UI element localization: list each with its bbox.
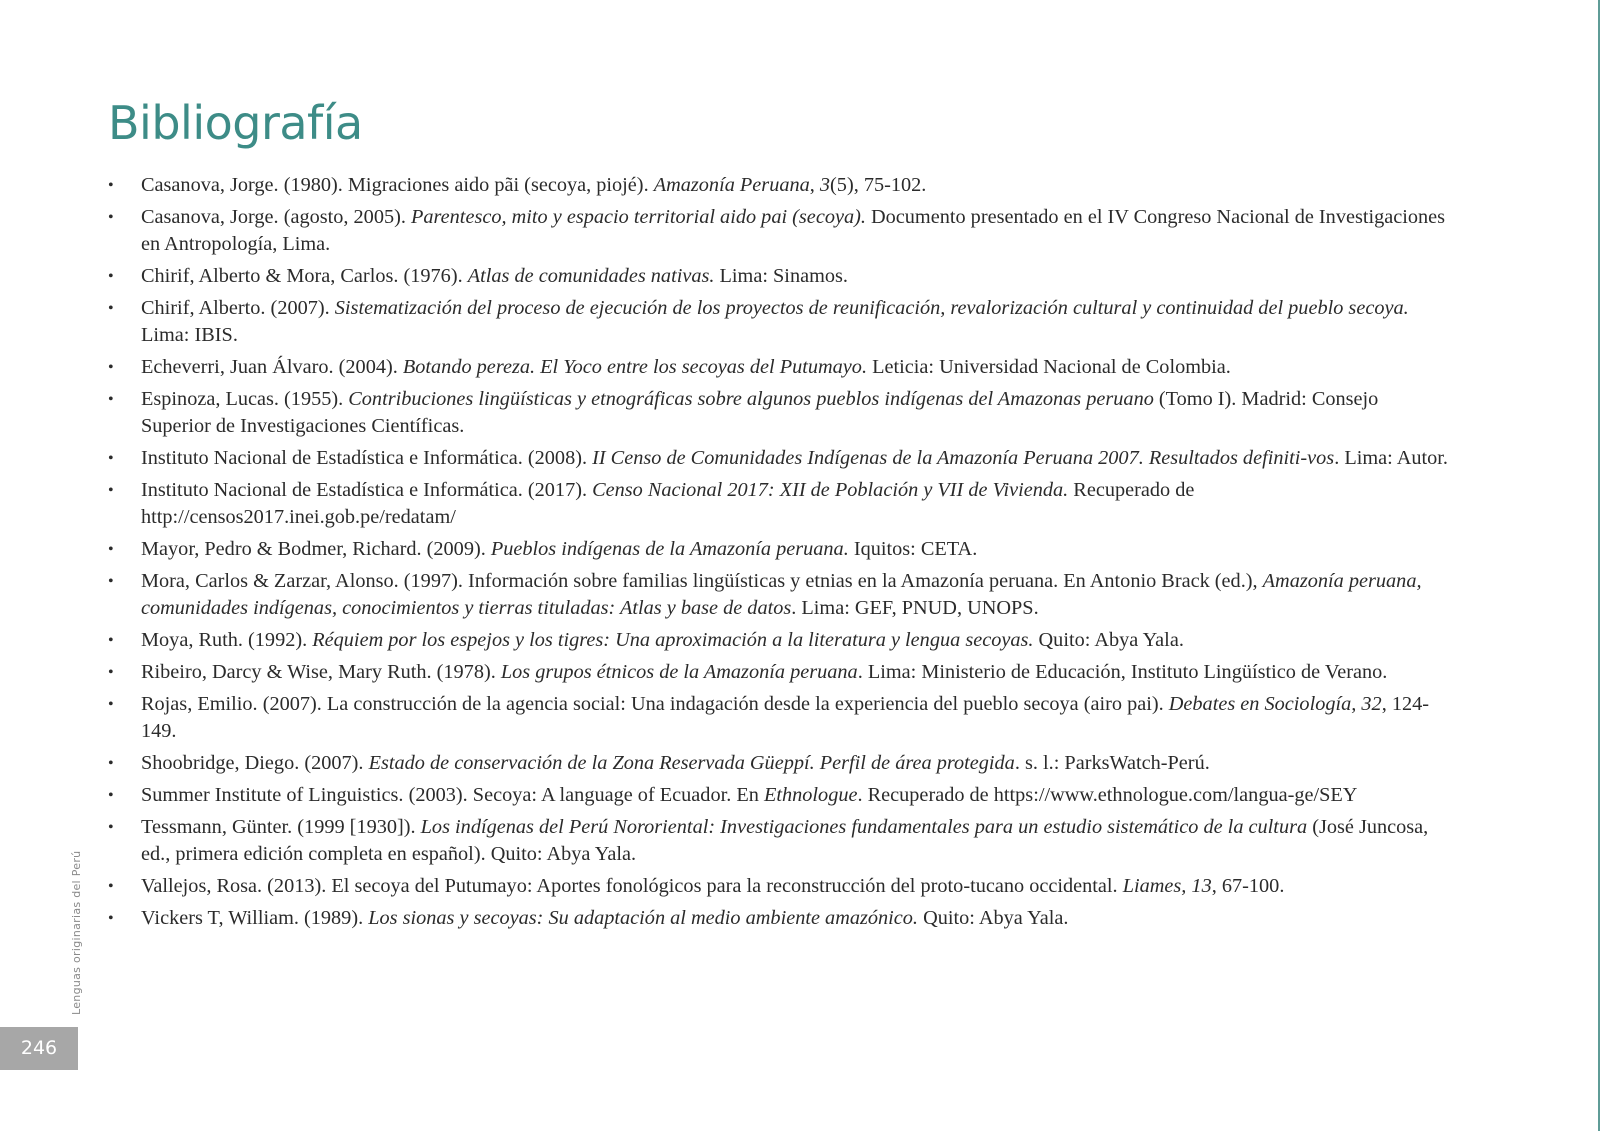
- entry-title: Estado de conservación de la Zona Reservada Güeppí. Perfil de área protegida: [368, 752, 1015, 774]
- bullet-icon: •: [108, 177, 114, 194]
- bullet-icon: •: [108, 541, 114, 558]
- entry-rest: (José Juncosa, ed., primera edición completa en español). Quito: Abya Yala.: [141, 816, 1429, 865]
- page-title: Bibliografía: [108, 96, 363, 150]
- bibliography-entry: [108, 873, 1448, 900]
- bullet-icon: •: [108, 268, 114, 285]
- entry-text: Summer Institute of Linguistics. (2003). Secoya: A language of Ecuador. En: [141, 784, 764, 806]
- entry-text: Espinoza, Lucas. (1955).: [141, 388, 349, 410]
- entry-title: Botando pereza. El Yoco entre los secoyas del Putumayo.: [402, 356, 868, 378]
- bullet-icon: •: [108, 359, 114, 376]
- entry-text: Casanova, Jorge. (agosto, 2005).: [141, 206, 411, 228]
- bullet-icon: •: [108, 391, 114, 408]
- entry-text: Instituto Nacional de Estadística e Informática. (2017).: [141, 479, 593, 501]
- entry-rest: Documento presentado en el IV Congreso Nacional de Investigaciones en Antropología, Lima.: [141, 206, 1446, 255]
- bullet-icon: •: [108, 696, 114, 713]
- entry-title: Los sionas y secoyas: Su adaptación al medio ambiente amazónico.: [368, 907, 919, 929]
- entry-rest: , 67-100.: [1211, 875, 1285, 897]
- entry-volume: 3: [819, 174, 831, 196]
- bibliography-entry: [108, 627, 1448, 654]
- page-number: 246: [0, 1027, 78, 1070]
- entry-rest: . s. l.: ParksWatch-Perú.: [1014, 752, 1210, 774]
- entry-title: Sistematización del proceso de ejecución de los proyectos de reunificación, revalorización cultural y continuidad del pueblo secoya.: [334, 297, 1409, 319]
- entry-text: Casanova, Jorge. (1980). Migraciones aido pãi (secoya, piojé).: [141, 174, 654, 196]
- entry-text: Vallejos, Rosa. (2013). El secoya del Putumayo: Aportes fonológicos para la reconstrucción del proto-tucano occidental.: [141, 875, 1123, 897]
- bibliography-entry: [108, 536, 1448, 563]
- entry-text: Instituto Nacional de Estadística e Informática. (2008).: [141, 447, 593, 469]
- entry-after: (5), 75-102.: [830, 174, 927, 196]
- bibliography-entry: [108, 263, 1448, 290]
- entry-rest: Iquitos: CETA.: [848, 538, 978, 560]
- bullet-icon: •: [108, 300, 114, 317]
- bullet-icon: •: [108, 573, 114, 590]
- bibliography-entry: [108, 782, 1448, 809]
- bibliography-entry: [108, 691, 1448, 745]
- entry-title: Parentesco, mito y espacio territorial aido pai (secoya).: [411, 206, 866, 228]
- entry-text: Shoobridge, Diego. (2007).: [141, 752, 369, 774]
- entry-title: Los grupos étnicos de la Amazonía peruana: [500, 661, 858, 683]
- entry-rest: . Lima: Autor.: [1334, 447, 1448, 469]
- entry-title: Liames, 13: [1122, 875, 1212, 897]
- bibliography-entry: [108, 172, 1448, 199]
- bibliography-entry: [108, 477, 1448, 531]
- entry-title: Pueblos indígenas de la Amazonía peruana.: [490, 538, 849, 560]
- entry-title: Amazonía Peruana: [653, 174, 810, 196]
- entry-rest: . Recuperado de https://www.ethnologue.com/langua-ge/SEY: [857, 784, 1358, 806]
- bullet-icon: •: [108, 787, 114, 804]
- entry-rest: Quito: Abya Yala.: [918, 907, 1069, 929]
- entry-title: Atlas de comunidades nativas.: [467, 265, 715, 287]
- entry-rest: . Lima: GEF, PNUD, UNOPS.: [791, 597, 1039, 619]
- entry-title: Réquiem por los espejos y los tigres: Una aproximación a la literatura y lengua secoyas.: [312, 629, 1034, 651]
- entry-text: Tessmann, Günter. (1999 [1930]).: [141, 816, 421, 838]
- entry-text: Chirif, Alberto & Mora, Carlos. (1976).: [141, 265, 468, 287]
- entry-rest: Recuperado de http://censos2017.inei.gob.pe/redatam/: [141, 479, 1195, 528]
- bibliography-entry: [108, 386, 1448, 440]
- entry-rest: Lima: Sinamos.: [714, 265, 848, 287]
- entry-rest: ,: [809, 174, 820, 196]
- entry-title: Los indígenas del Perú Nororiental: Investigaciones fundamentales para un estudio sistemático de la cultura: [420, 816, 1308, 838]
- entry-rest: Quito: Abya Yala.: [1033, 629, 1184, 651]
- bibliography-entry: [108, 905, 1448, 932]
- bibliography-entry: [108, 354, 1448, 381]
- bibliography-entry: [108, 814, 1448, 868]
- bullet-icon: •: [108, 755, 114, 772]
- entry-text: Ribeiro, Darcy & Wise, Mary Ruth. (1978).: [141, 661, 501, 683]
- entry-title: Contribuciones lingüísticas y etnográficas sobre algunos pueblos indígenas del Amazonas peruano: [348, 388, 1154, 410]
- entry-title: Ethnologue: [763, 784, 858, 806]
- entry-text: Mayor, Pedro & Bodmer, Richard. (2009).: [141, 538, 491, 560]
- entry-title: Amazonía peruana, comunidades indígenas, conocimientos y tierras tituladas: Atlas y base de datos: [141, 570, 1422, 619]
- side-label: Lenguas originarias del Perú: [70, 850, 83, 1015]
- bibliography-entry: [108, 659, 1448, 686]
- entry-text: Chirif, Alberto. (2007).: [141, 297, 335, 319]
- entry-text: Vickers T, William. (1989).: [141, 907, 369, 929]
- bullet-icon: •: [108, 910, 114, 927]
- entry-text: Echeverri, Juan Álvaro. (2004).: [141, 356, 403, 378]
- entry-rest: Lima: IBIS.: [141, 324, 238, 346]
- bibliography-entry: [108, 750, 1448, 777]
- bibliography-entry: [108, 445, 1448, 472]
- entry-rest: . Lima: Ministerio de Educación, Instituto Lingüístico de Verano.: [857, 661, 1388, 683]
- bullet-icon: •: [108, 878, 114, 895]
- bibliography-entry: [108, 295, 1448, 349]
- entry-rest: , 124-149.: [141, 693, 1430, 742]
- entry-title: Censo Nacional 2017: XII de Población y VII de Vivienda.: [592, 479, 1069, 501]
- bullet-icon: •: [108, 664, 114, 681]
- bullet-icon: •: [108, 819, 114, 836]
- bibliography-list: [108, 172, 1448, 937]
- entry-text: Rojas, Emilio. (2007). La construcción de la agencia social: Una indagación desde la experiencia del pueblo secoya (airo pai).: [141, 693, 1169, 715]
- bullet-icon: •: [108, 450, 114, 467]
- entry-text: Mora, Carlos & Zarzar, Alonso. (1997). Información sobre familias lingüísticas y etnias en la Amazonía peruana. En Antonio Brack (ed.),: [141, 570, 1263, 592]
- entry-text: Moya, Ruth. (1992).: [141, 629, 313, 651]
- bullet-icon: •: [108, 632, 114, 649]
- entry-title: Debates en Sociología, 32: [1168, 693, 1382, 715]
- bullet-icon: •: [108, 482, 114, 499]
- bibliography-entry: [108, 568, 1448, 622]
- bullet-icon: •: [108, 209, 114, 226]
- entry-rest: (Tomo I). Madrid: Consejo Superior de Investigaciones Científicas.: [141, 388, 1379, 437]
- bibliography-entry: [108, 204, 1448, 258]
- entry-rest: Leticia: Universidad Nacional de Colombia.: [867, 356, 1231, 378]
- entry-title: II Censo de Comunidades Indígenas de la Amazonía Peruana 2007. Resultados definiti-vos: [592, 447, 1335, 469]
